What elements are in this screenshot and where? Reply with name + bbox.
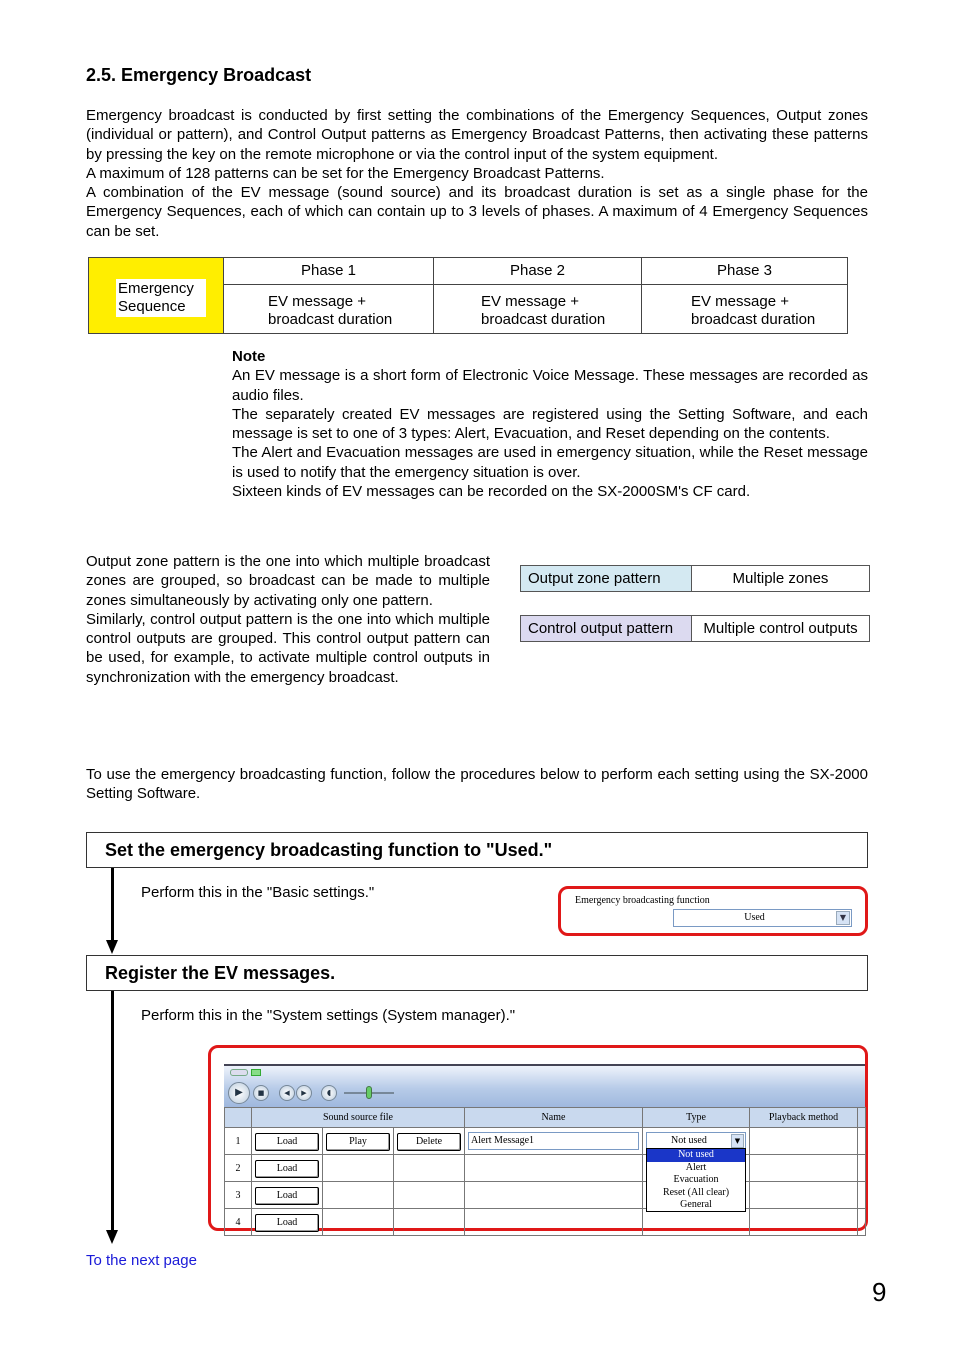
phase-cell: EV message + broadcast duration bbox=[224, 285, 434, 334]
note-heading: Note bbox=[232, 348, 266, 365]
dropdown-option[interactable]: General bbox=[680, 1199, 712, 1210]
step-1-box: Set the emergency broadcasting function to "Used." bbox=[86, 832, 868, 868]
note-block bbox=[232, 347, 868, 501]
delete-button[interactable]: Delete bbox=[397, 1133, 461, 1151]
flow-arrow-icon bbox=[106, 1230, 118, 1244]
dropdown-option[interactable]: Not used bbox=[647, 1149, 745, 1162]
next-page-link[interactable]: To the next page bbox=[86, 1252, 197, 1269]
flow-arrow-icon bbox=[106, 940, 118, 954]
media-toolbar bbox=[224, 1064, 865, 1107]
output-zone-pattern-value: Multiple zones bbox=[692, 566, 870, 592]
step-2-instruction: Perform this in the "System settings (System manager)." bbox=[141, 1007, 516, 1024]
dropdown-option[interactable]: Reset (All clear) bbox=[662, 1186, 730, 1198]
column-header: Name bbox=[465, 1108, 643, 1128]
ev-message-table bbox=[224, 1107, 866, 1236]
chevron-down-icon[interactable]: ▼ bbox=[836, 911, 850, 925]
play-icon[interactable]: ▶ bbox=[228, 1082, 250, 1104]
emergency-sequence-table bbox=[88, 257, 848, 334]
table-row bbox=[225, 1128, 866, 1155]
phase-header: Phase 3 bbox=[642, 258, 848, 285]
step-2-box: Register the EV messages. bbox=[86, 955, 868, 991]
page-number: 9 bbox=[872, 1277, 887, 1307]
mode-toggle-icon[interactable] bbox=[230, 1069, 248, 1076]
sequence-header-line2: Sequence bbox=[118, 298, 186, 315]
volume-icon[interactable]: ◖ bbox=[321, 1085, 337, 1101]
sequence-header-line1: Emergency bbox=[118, 280, 194, 297]
flow-line bbox=[111, 868, 114, 940]
note-paragraph: The separately created EV messages are registered using the Setting Software, and each message is set to one of 3 types: Alert, Evacuation, and Reset depending on the contents. bbox=[232, 405, 868, 443]
section-title: 2.5. Emergency Broadcast bbox=[86, 65, 312, 85]
type-select[interactable]: Not used ▼ bbox=[646, 1132, 746, 1150]
row-number: 4 bbox=[225, 1209, 252, 1236]
previous-icon[interactable]: ◀ bbox=[279, 1085, 295, 1101]
load-button[interactable]: Load bbox=[255, 1133, 319, 1151]
procedure-intro: To use the emergency broadcasting function, follow the procedures below to perform each setting using the SX-2000 Setting Software. bbox=[86, 766, 868, 803]
dropdown-option[interactable]: Alert bbox=[685, 1161, 707, 1173]
pattern-paragraph-1: Output zone pattern is the one into which multiple broadcast zones are grouped, so broadcast can be made to multiple zones simultaneously by activating only one pattern. bbox=[86, 553, 490, 609]
note-paragraph: The Alert and Evacuation messages are used in emergency situation, while the Reset message is used to notify that the emergency situation is over. bbox=[232, 444, 868, 481]
dropdown-option[interactable]: Evacuation bbox=[673, 1174, 719, 1185]
note-paragraph: An EV message is a short form of Electronic Voice Message. These messages are recorded as audio files. bbox=[232, 367, 868, 404]
control-output-pattern-label: Control output pattern bbox=[521, 616, 692, 642]
message-name-input[interactable]: Alert Message1 bbox=[468, 1132, 639, 1150]
indicator-icon bbox=[251, 1069, 261, 1076]
column-header: Type bbox=[643, 1108, 750, 1128]
table-row bbox=[225, 1155, 866, 1182]
chevron-down-icon[interactable]: ▼ bbox=[731, 1134, 744, 1148]
phase-header: Phase 2 bbox=[434, 258, 642, 285]
output-zone-pattern-table bbox=[520, 565, 870, 592]
load-button[interactable]: Load bbox=[255, 1160, 319, 1178]
phase-header: Phase 1 bbox=[224, 258, 434, 285]
step-1-instruction: Perform this in the "Basic settings." bbox=[141, 884, 375, 901]
load-button[interactable]: Load bbox=[255, 1187, 319, 1205]
stop-icon[interactable]: ■ bbox=[253, 1085, 269, 1101]
type-dropdown-list bbox=[646, 1148, 746, 1212]
control-output-pattern-value: Multiple control outputs bbox=[692, 616, 870, 642]
phase-cell: EV message + broadcast duration bbox=[434, 285, 642, 334]
emergency-function-label: Emergency broadcasting function bbox=[575, 895, 710, 906]
next-icon[interactable]: ▶ bbox=[296, 1085, 312, 1101]
play-button[interactable]: Play bbox=[326, 1133, 390, 1151]
volume-slider-handle[interactable] bbox=[366, 1086, 372, 1099]
intro-paragraph-1: Emergency broadcast is conducted by first setting the combinations of the Emergency Sequences, Output zones (individual or pattern), and Control Output patterns as Emergency Broadcast Patterns, then activating these patterns by pressing the key on the remote microphone or via the control input of the system equipment. bbox=[86, 107, 868, 163]
intro-paragraph-2: A maximum of 128 patterns can be set for the Emergency Broadcast Patterns. bbox=[86, 164, 605, 182]
table-row bbox=[225, 1209, 866, 1236]
row-number: 1 bbox=[225, 1128, 252, 1155]
intro-paragraph-3: A combination of the EV message (sound source) and its broadcast duration is set as a single phase for the Emergency Sequences, each of which can contain up to 3 levels of phases. A maximum of 4 Emergency Sequences can be set. bbox=[86, 184, 868, 240]
output-zone-pattern-label: Output zone pattern bbox=[521, 566, 692, 592]
sequence-row-header bbox=[89, 258, 224, 334]
row-number: 3 bbox=[225, 1182, 252, 1209]
intro-text bbox=[86, 106, 868, 241]
column-header: Playback method bbox=[750, 1108, 858, 1128]
note-paragraph: Sixteen kinds of EV messages can be recorded on the SX-2000SM's CF card. bbox=[232, 483, 751, 501]
control-output-pattern-table bbox=[520, 615, 870, 642]
emergency-function-select[interactable] bbox=[673, 909, 852, 927]
load-button[interactable]: Load bbox=[255, 1214, 319, 1232]
pattern-text bbox=[86, 552, 490, 687]
flow-line bbox=[111, 991, 114, 1231]
column-header: Sound source file bbox=[252, 1108, 465, 1128]
row-number: 2 bbox=[225, 1155, 252, 1182]
pattern-paragraph-2: Similarly, control output pattern is the one into which multiple control outputs are grouped. This control output pattern can be used, for example, to activate multiple control outputs in synchronization with the emergency broadcast. bbox=[86, 610, 490, 686]
table-row bbox=[225, 1182, 866, 1209]
emergency-function-value: Used bbox=[744, 912, 765, 923]
phase-cell: EV message + broadcast duration bbox=[642, 285, 848, 334]
